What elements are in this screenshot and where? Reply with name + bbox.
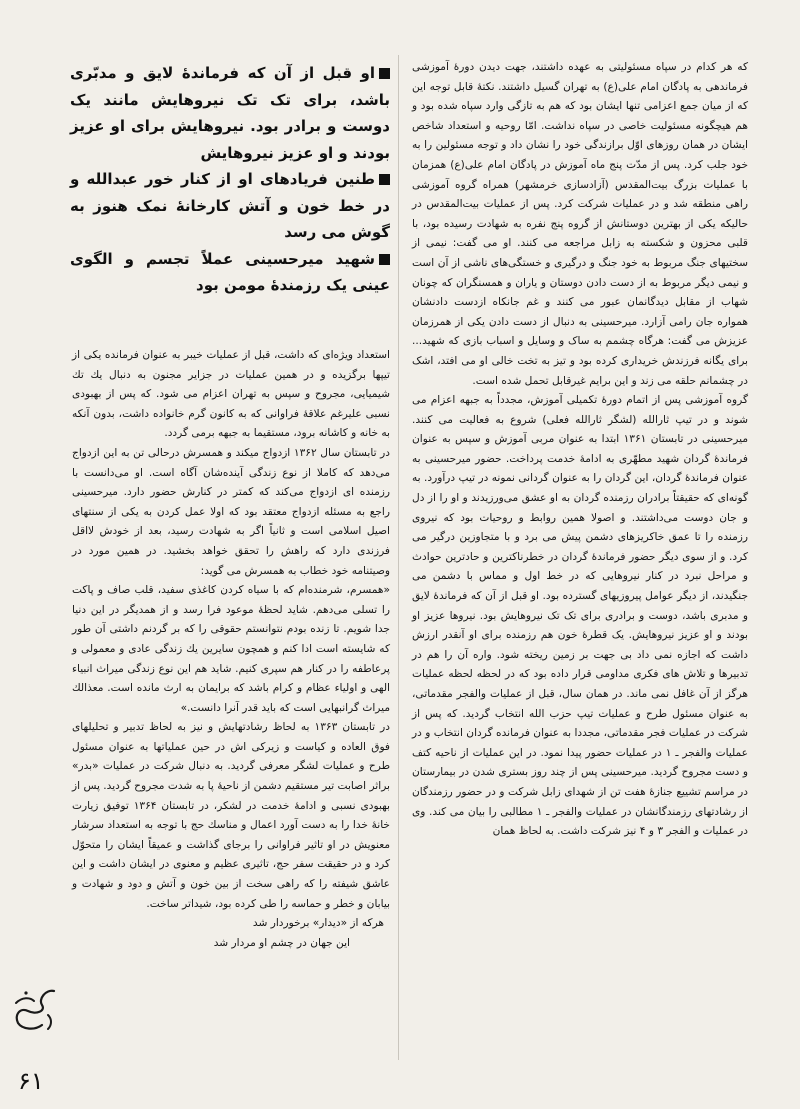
paragraph: استعداد ویژه‌ای که داشت، قبل از عملیات خیبر به عنوان فرمانده یکی از تیپها برگزیده و در همین عملیات در جزایر مجنون به دنبال یك تك شیمیایی، مجروح و سپس به تهران اعزام می شود. که پس از بهبودی نسبی علیرغم علاقهٔ فراوانی که به کانون گرم خانواده داشت، بدون آنکه به خانه و کاشانه برود، مستقیما به جبهه برمی گردد. [72, 349, 390, 440]
paragraph: در تابستان ۱۳۶۳ به لحاظ رشادتهایش و نیز به لحاظ تدبیر و تحلیلهای فوق العاده و کیاست و زیرکی اش در حین عملیاتها به عنوان مسئول طرح و عملیات لشگر معرفی گردید. به دنبال شرکت در عملیات «بدر» براثر اصابت تیر مستقیم دشمن از ناحیهٔ پا به شدت مجروح گردید. پس از بهبودی نسبی و ادامهٔ خدمت در لشکر، در تابستان ۱۳۶۴ توفیق زیارت خانهٔ خدا را به دست آورد اعمال و مناسك حج با توجه به استعداد سرشار معنویش در او تاثیر فراوانی را برجای گذاشت و عمیقاً ایشان را متحوّل کرد و در حقیقت سفر حج، تاثیری عظیم و معنوی در ایشان داشت و این عاشق شیفته را که راهی سخت از بین خون و آتش و دود و شهادت و بیابان و خطر و حماسه را طی کرده بود، شیداتر ساخت. [72, 721, 390, 910]
paragraph: که هر کدام در سپاه مسئولیتی به عهده داشتند، جهت دیدن دورهٔ آموزشی فرماندهی به پادگان امام علی(ع) به تهران گسیل داشتند. نکتهٔ قابل توجه این که از میان جمع اعزامی تنها ایشان بود که هم به تازگی وارد سپاه شده بود و هم هیچگونه مسئولیت خاصی در سپاه نداشت. امّا روحیه و استعداد شاخص ایشان در همان روزهای اوّل برازندگی خود را نشان داد و توجه مسئولین را به خود جلب کرد. پس از مدّت پنج ماه آموزش در پادگان امام علی(ع) همزمان با عملیات بزرگ بیت‌المقدس (آزادسازی خرمشهر) همراه گروه آموزشی راهی منطقه شد و در عملیات شرکت کرد. پس از عملیات بیت‌المقدس در حالیکه یکی از بهترین دوستانش از گروه پنج نفره به شهادت رسیده بود، با قلبی محزون و شکسته به زابل مراجعه می کنند. او می گفت: نیمی از سختیهای جنگ مربوط به خود جنگ و درگیری و خستگی‌های ناشی از آن است و نیمی دیگر مربوط به از دست دادن دوستان و یاران و همسنگران که چونان شهاب از مقابل دیدگانمان عبور می کنند و غم جانکاه ازدست دادنشان همواره جان رامی آزارد. میرحسینی به دنبال از دست دادن یکی از همرزمان عزیزش می گفت: هرگاه چشمم به ساک و وسایل و اسباب بازی که شهید... برای یگانه فرزندش خریداری کرده بود و تیز به تخت خالی او می افتد، اشک در چشمانم حلقه می زند و این برایم غیرقابل تحمل شده است. [412, 61, 748, 387]
left-column [72, 346, 390, 953]
page-number: ۶۱ [18, 1067, 44, 1095]
verse-line: هرکه از «دیدار» برخوردار شد [252, 917, 384, 930]
pull-quote-1: او قبل از آن که فرماندهٔ لایق و مدبّری باشد، برای تک تک نیروهایش مانند یک دوست و برادر بود. نیروهایش برای او عزیز بودند و او عزیز نیروهایش [70, 64, 390, 162]
quote-paragraph: «همسرم، شرمنده‌ام که با سیاه کردن کاغذی سفید، قلب صاف و پاکت را تسلی می‌دهم. شاید لحظهٔ موعود فرا رسد و از همدیگر در این دنیا جدا شویم. تا زنده بودم نتوانستم حقوقی را که بر گردنم داشتی آن طور که شایسته است ادا کنم و همچون سایرین یك زندگی عادی و معمولی و پرعاطفه را در کنار هم سپری کنیم. شاید هم این نوع زندگی میراث انبیاء الهی و اولیاء عظام و کرام باشد که برایمان به ارث مانده است. معذالك میراث گرانبهایی است که باید قدر آنرا دانست.» [72, 584, 390, 714]
paragraph: گروه آموزشی پس از اتمام دورهٔ تکمیلی آموزش، مجدداً به جبهه اعزام می شوند و در تیپ ثارالله (لشگر ثارالله فعلی) شروع به فعالیت می کنند. میرحسینی در تابستان ۱۳۶۱ ابتدا به عنوان مربی آموزش و سپس به عنوان فرماندهٔ گردان شهید مطهّری به ادامهٔ خدمت پرداخت. حضور میرحسینی به عنوان فرماندهٔ گردان، این گردان را به عنوان گردانی نمونه در تیپ درآورد. به گونه‌ای که حقیقتاً برادران رزمنده گردان به او عشق می‌ورزیدند و او را از دل و جان دوست می‌داشتند. و اصولا همین روابط و روحیات بود که نیروی رزمنده را تا عمق خاکریزهای دشمن پیش می برد و با متجاوزین درگیر می کرد. و از سوی دیگر حضور فرماندهٔ گردان در خطرناکترین و حادترین حوادث و مراحل نبرد در کنار نیروهایی که در خط اول و مماس با دشمن می جنگیدند، از دیگر عوامل پیروزیهای گسترده بود. او قبل از آن که فرماندهٔ لایق و مدبری باشد، دوست و برادری برای تک تک نیروهایش بود. نیروها عزیز او بودند و او عزیز نیروهایش. یک قطرهٔ خون هم رزمنده برای او آنقدر ارزش داشت که اجازه نمی داد بی جهت بر زمین ریخته شود. واره آن را هم در تدبیرها و تلاش های فکری مداومی قرار داده بود که در لحظه لحظه عملیات هرگز از آن غافل نمی ماند. در همان سال، قبل از عملیات والفجر مقدماتی، به عنوان مسئول طرح و عملیات تیپ حزب الله انتخاب گردید. که پس از شرکت در عملیات فجر مقدماتی، مجددا به عنوان فرمانده گردان انتخاب و در عملیات والفجر ـ ۱ در عملیات حضور پیدا نمود. در این عملیات از ناحیه کتف و دست مجروح گردید. میرحسینی پس از چند روز بستری شدن در بیمارستان در مراسم تشییع جنازهٔ هفت تن از شهدای زابل شرکت و در حضور رزمندگان از رشادتهای رزمندگانشان در عملیات والفجر ـ ۱ مطالبی را بیان می کند. وی در عملیات و الفجر ۳ و ۴ نیز شرکت داشت. به لحاظ همان [412, 394, 748, 838]
bullet-square-icon [379, 68, 390, 79]
column-divider [398, 55, 399, 1060]
pull-quote-2: طنین فریادهای او از کنار خور عبدالله و در خط خون و آتش کارخانهٔ نمک هنوز به گوش می رسد [70, 170, 390, 241]
pull-quotes [70, 60, 390, 299]
right-column [412, 58, 748, 842]
paragraph: در تابستان سال ۱۳۶۲ ازدواج میکند و همسرش درحالی تن به این ازدواج می‌دهد که کاملا از نوع زندگی آینده‌شان آگاه است. او می‌دانست با رزمنده ای ازدواج می‌کند که کمتر در کنارش حضور دارد. میرحسینی راجع به مسئله ازدواج معتقد بود که اولا عمل کردن به یکی از سنتهای اصیل اسلامی است و ثانیاً اگر به شهادت رسید، بعد از خودش لااقل فرزندی دارد که راهش را تحقق خواهد بخشید. در همین مورد در وصیتنامه خود خطاب به همسرش می گوید: [72, 446, 390, 577]
bullet-square-icon [379, 254, 390, 265]
poem-verse [72, 914, 390, 953]
bullet-square-icon [379, 174, 390, 185]
verse-line: این جهان در چشم او مردار شد [213, 936, 350, 949]
pull-quote-3: شهید میرحسینی عملاً تجسم و الگوی عینی یک رزمندهٔ مومن بود [70, 249, 390, 294]
kerman-logo [8, 985, 60, 1035]
